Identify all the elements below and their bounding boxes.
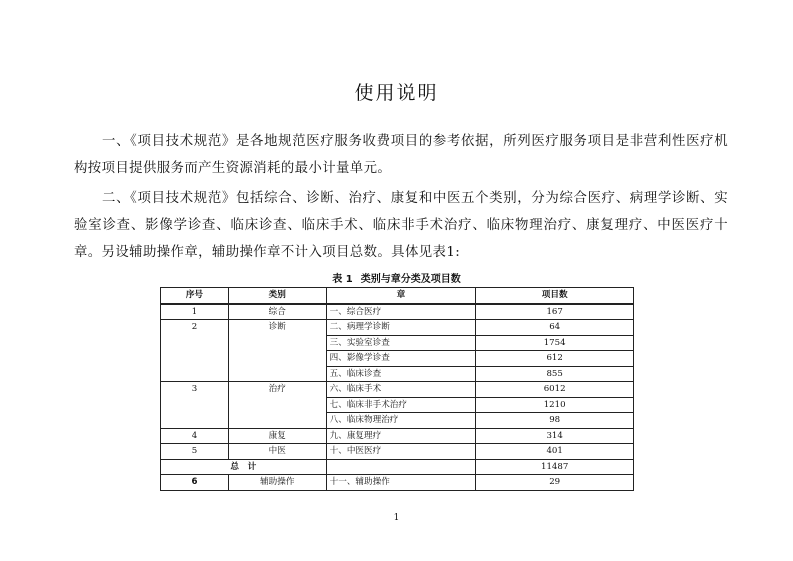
cell-count: 1210 [476,397,634,413]
cell-chapter: 七、临床非手术治疗 [326,397,476,413]
cell-seq: 6 [161,475,229,491]
cell-chapter: 四、影像学诊查 [326,351,476,367]
cell-category: 康复 [228,428,326,444]
cell-category: 中医 [228,444,326,460]
cell-chapter: 十、中医医疗 [326,444,476,460]
header-count: 项目数 [476,288,634,304]
cell-category: 辅助操作 [228,475,326,491]
cell-seq: 1 [161,304,229,320]
cell-count: 98 [476,413,634,429]
page-number: 1 [393,513,400,523]
cell-seq: 3 [161,382,229,429]
cell-count: 29 [476,475,634,491]
cell-count: 314 [476,428,634,444]
cell-count: 401 [476,444,634,460]
cell-chapter: 六、临床手术 [326,382,476,398]
total-empty-cell [326,459,476,475]
table-row [161,382,634,398]
cell-count: 64 [476,320,634,336]
table-caption-number: 表 1 [332,274,353,285]
cell-chapter: 三、实验室诊查 [326,335,476,351]
table-row [161,304,634,320]
header-category: 类别 [228,288,326,304]
cell-seq: 4 [161,428,229,444]
total-count: 11487 [476,459,634,475]
cell-count: 1754 [476,335,634,351]
table-total-row [161,459,634,475]
table-row [161,320,634,336]
cell-count: 855 [476,366,634,382]
cell-count: 6012 [476,382,634,398]
total-label: 总 计 [161,459,327,475]
page-title: 使用说明 [354,82,439,104]
table-row [161,444,634,460]
header-chapter: 章 [326,288,476,304]
category-chapter-table [160,287,634,491]
cell-chapter: 一、综合医疗 [326,304,476,320]
cell-chapter: 十一、辅助操作 [326,475,476,491]
table-caption [0,270,793,285]
cell-chapter: 二、病理学诊断 [326,320,476,336]
cell-count: 612 [476,351,634,367]
cell-category: 诊断 [228,320,326,382]
table-header-row [161,288,634,304]
cell-category: 综合 [228,304,326,320]
cell-category: 治疗 [228,382,326,429]
cell-count: 167 [476,304,634,320]
table-row [161,428,634,444]
cell-chapter: 五、临床诊查 [326,366,476,382]
table-caption-text: 类别与章分类及项目数 [360,274,461,285]
table-aux-row [161,475,634,491]
cell-chapter: 九、康复理疗 [326,428,476,444]
paragraph-1: 一、《项目技术规范》是各地规范医疗服务收费项目的参考依据，所列医疗服务项目是非营利性医疗机构按项目提供服务而产生资源消耗的最小计量单元。 [74,134,728,176]
cell-seq: 2 [161,320,229,382]
paragraph-2: 二、《项目技术规范》包括综合、诊断、治疗、康复和中医五个类别，分为综合医疗、病理学诊断、实验室诊查、影像学诊查、临床诊查、临床手术、临床非手术治疗、临床物理治疗、康复理疗、中医医疗十章。另设辅助操作章，辅助操作章不计入项目总数。具体见表1: [74,191,728,260]
cell-seq: 5 [161,444,229,460]
header-seq: 序号 [161,288,229,304]
cell-chapter: 八、临床物理治疗 [326,413,476,429]
